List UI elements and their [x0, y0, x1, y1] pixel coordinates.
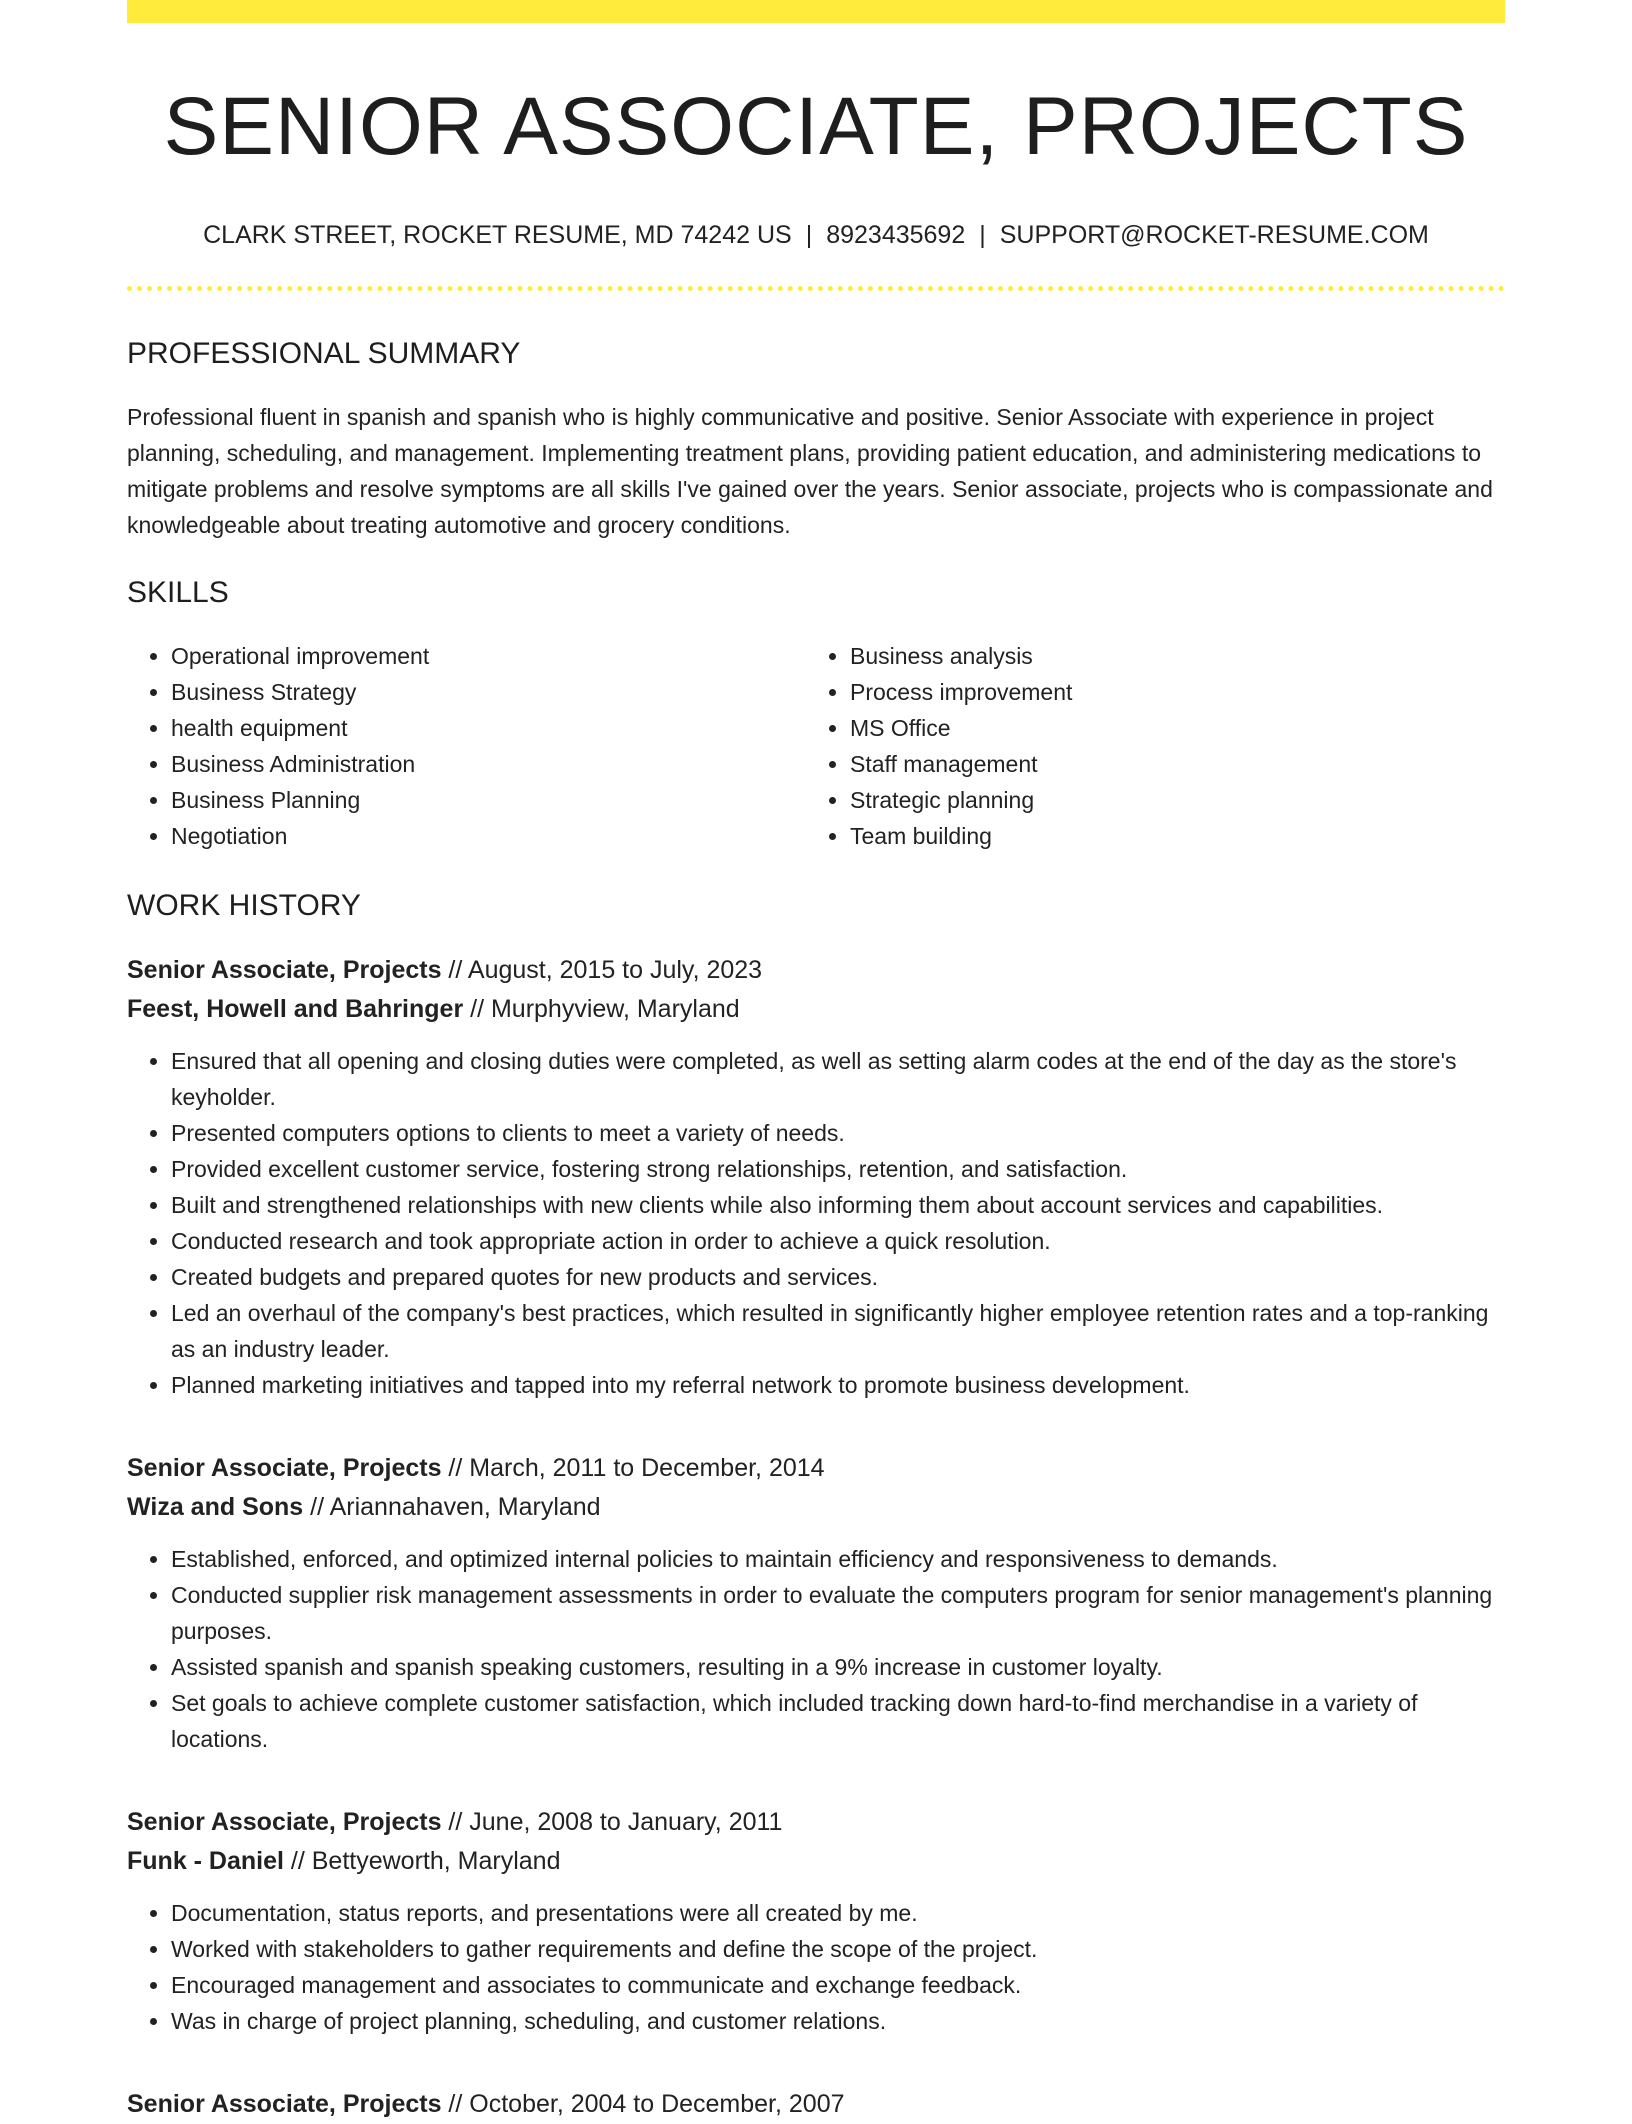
- job-bullet: • Planned marketing initiatives and tapped into my referral network to promote business development.: [171, 1367, 1505, 1403]
- contact-phone: 8923435692: [826, 221, 966, 249]
- job-bullet: • Conducted supplier risk management assessments in order to evaluate the computers program for senior management's planning purposes.: [171, 1577, 1505, 1649]
- skill-item: • Negotiation: [171, 818, 806, 854]
- skill-item: • Business Administration: [171, 746, 806, 782]
- job-role-line: [127, 2085, 1505, 2124]
- job-bullets: [127, 1043, 1505, 1403]
- skill-item: • Staff management: [850, 746, 1485, 782]
- job-bullet: • Conducted research and took appropriate action in order to achieve a quick resolution.: [171, 1223, 1505, 1259]
- skill-item: • Business Strategy: [171, 674, 806, 710]
- contact-line: [127, 223, 1505, 248]
- header-divider: [127, 286, 1505, 291]
- job-dates: // June, 2008 to January, 2011: [441, 1808, 783, 1836]
- job-role: Senior Associate, Projects: [127, 1808, 442, 1836]
- skills-heading: SKILLS: [127, 576, 229, 609]
- resume-page: [127, 0, 1505, 2124]
- job-entry: [127, 1803, 1505, 2039]
- work-history-heading: WORK HISTORY: [127, 889, 361, 922]
- job-bullet: • Assisted spanish and spanish speaking customers, resulting in a 9% increase in customer loyalty.: [171, 1649, 1505, 1685]
- job-bullet: • Worked with stakeholders to gather requirements and define the scope of the project.: [171, 1931, 1505, 1967]
- job-company: Feest, Howell and Bahringer: [127, 995, 464, 1023]
- skills-column-left: [127, 638, 806, 854]
- skill-item: • Process improvement: [850, 674, 1485, 710]
- job-company-line: [127, 1488, 1505, 1527]
- job-dates: // August, 2015 to July, 2023: [441, 956, 763, 984]
- job-bullet: • Built and strengthened relationships with new clients while also informing them about account services and capabilities.: [171, 1187, 1505, 1223]
- job-bullet: • Encouraged management and associates to communicate and exchange feedback.: [171, 1967, 1505, 2003]
- job-entry: [127, 951, 1505, 1403]
- contact-separator: |: [805, 221, 813, 249]
- skill-item: • health equipment: [171, 710, 806, 746]
- skill-item: • Strategic planning: [850, 782, 1485, 818]
- skills-column-right: [806, 638, 1485, 854]
- skill-item: • Business Planning: [171, 782, 806, 818]
- job-bullet: • Provided excellent customer service, fostering strong relationships, retention, and satisfaction.: [171, 1151, 1505, 1187]
- skills-list: [127, 638, 1505, 854]
- job-bullet: • Established, enforced, and optimized internal policies to maintain efficiency and responsiveness to demands.: [171, 1541, 1505, 1577]
- job-company-line: [127, 1842, 1505, 1881]
- job-bullet: • Set goals to achieve complete customer satisfaction, which included tracking down hard-to-find merchandise in a variety of locations.: [171, 1685, 1505, 1757]
- skill-item: • Business analysis: [850, 638, 1485, 674]
- job-company: Funk - Daniel: [127, 1847, 284, 1875]
- job-role-line: [127, 1803, 1505, 1842]
- contact-email[interactable]: SUPPORT@ROCKET-RESUME.COM: [999, 221, 1429, 249]
- job-bullet: • Documentation, status reports, and presentations were all created by me.: [171, 1895, 1505, 1931]
- job-entry: [127, 2085, 1505, 2124]
- job-dates: // October, 2004 to December, 2007: [441, 2090, 845, 2118]
- job-location: // Murphyview, Maryland: [463, 995, 740, 1023]
- contact-separator: |: [979, 221, 986, 249]
- job-dates: // March, 2011 to December, 2014: [441, 1454, 825, 1482]
- job-location: // Bettyeworth, Maryland: [283, 1847, 561, 1875]
- job-role-line: [127, 951, 1505, 990]
- skill-item: • Operational improvement: [171, 638, 806, 674]
- job-bullet: • Ensured that all opening and closing duties were completed, as well as setting alarm codes at the end of the day as the store's keyholder.: [171, 1043, 1505, 1115]
- job-bullet: • Led an overhaul of the company's best practices, which resulted in significantly higher employee retention rates and a top-ranking as an industry leader.: [171, 1295, 1505, 1367]
- summary-text: Professional fluent in spanish and spanish who is highly communicative and positive. Senior Associate with experience in project planning, scheduling, and management. Implementing treatment plans, providing patient education, and administering medications to mitigate problems and resolve symptoms are all skills I've gained over the years. Senior associate, projects who is compassionate and knowledgeable about treating automotive and grocery conditions.: [127, 404, 1493, 538]
- job-entry: [127, 1449, 1505, 1757]
- skill-item: • MS Office: [850, 710, 1485, 746]
- job-bullet: • Presented computers options to clients to meet a variety of needs.: [171, 1115, 1505, 1151]
- job-bullets: [127, 1541, 1505, 1757]
- skill-item: • Team building: [850, 818, 1485, 854]
- job-bullet: • Created budgets and prepared quotes for new products and services.: [171, 1259, 1505, 1295]
- job-location: // Ariannahaven, Maryland: [303, 1493, 601, 1521]
- top-accent-bar: [127, 0, 1505, 23]
- job-bullet: • Was in charge of project planning, scheduling, and customer relations.: [171, 2003, 1505, 2039]
- job-role: Senior Associate, Projects: [127, 2090, 442, 2118]
- summary-heading: PROFESSIONAL SUMMARY: [127, 337, 521, 370]
- job-company-line: [127, 990, 1505, 1029]
- job-bullets: [127, 1895, 1505, 2039]
- job-company: Wiza and Sons: [127, 1493, 304, 1521]
- job-role: Senior Associate, Projects: [127, 1454, 442, 1482]
- job-role: Senior Associate, Projects: [127, 956, 442, 984]
- resume-title: SENIOR ASSOCIATE, PROJECTS: [163, 81, 1469, 172]
- contact-address: CLARK STREET, ROCKET RESUME, MD 74242 US: [203, 221, 792, 249]
- job-role-line: [127, 1449, 1505, 1488]
